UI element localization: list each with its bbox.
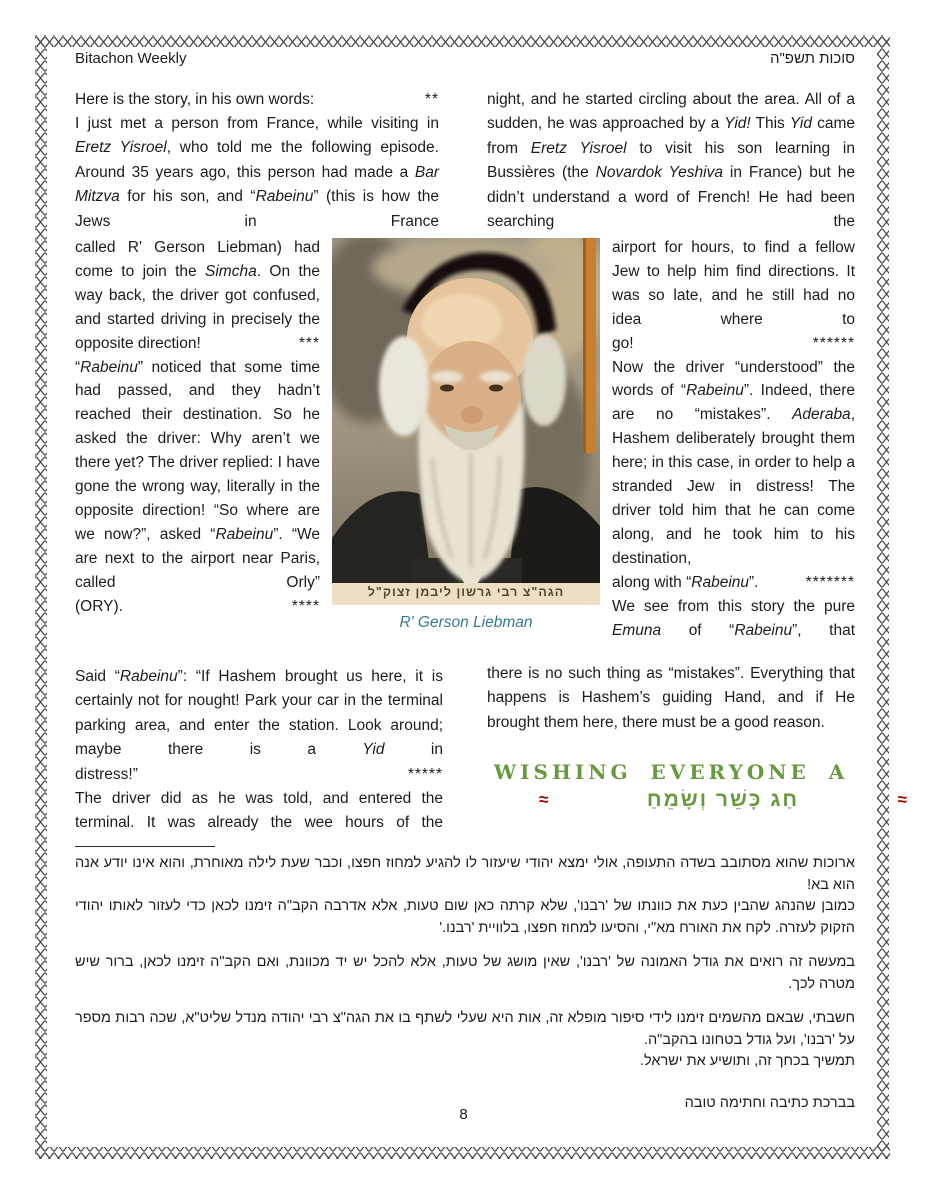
story-line-end (75, 763, 443, 787)
story-line-end (75, 595, 320, 619)
story-line-end (75, 332, 320, 356)
story-line-end-text: (ORY). (75, 597, 123, 615)
story-line-intro (75, 88, 439, 112)
story-right-below-photo: there is no such thing as “mistakes”. Everything that happens is Hashem’s guiding Hand, and if He brought them here, there must be a good reason. (487, 665, 855, 731)
footnotes-section (75, 853, 855, 1111)
rabbi-portrait-photo (332, 238, 600, 605)
footnote-paragraph: כמובן שהנהג שהבין כעת את כוונתו של 'רבנו', שלא קרתה כאן שום טעות, אלא אדרבה הקב"ה זימנו לכאן כדי לעזור לאותו יהודי הזקוק לעזרה. לקח את האורח מא"י, והסיעו למחוז חפצו, בלוויית 'רבנו.' (75, 898, 855, 936)
page-number: 8 (459, 1106, 468, 1123)
story-line-end (612, 332, 855, 356)
separator-stars-3: *** (298, 334, 320, 352)
photo-caption: R' Gerson Liebman (399, 614, 533, 631)
story-right-beside-photo (612, 236, 855, 642)
footnote-group (75, 952, 855, 995)
story-line-end-text: along with “Rabeinu”. (612, 573, 759, 591)
story-paragraph: We see from this story the pure Emuna of “Rabeinu”, that (612, 597, 855, 639)
story-paragraph: Said “Rabeinu”: “If Hashem brought us here, it is certainly not for nought! Park your car in the terminal parking area, and enter the station. Look around; maybe there is a Yid in (75, 668, 443, 759)
separator-stars-7: ******* (805, 573, 855, 591)
footnote-paragraph: ארוכות שהוא מסתובב בשדה התעופה, אולי ימצא יהודי שיעזור לו להגיע למחוז חפצו, וכבר שעת לילה מאוחרת, והוא אינו יודע אנה הוא בא! (75, 855, 855, 893)
story-paragraph: airport for hours, to find a fellow Jew to help him find directions. It was so late, and he still had no idea where to (612, 239, 855, 328)
separator-stars-2: ** (424, 91, 439, 108)
footnote-paragraph: חשבתי, שבאם מהשמים זימנו לידי סיפור מופלא זה, אות היא שעלי לשתף בו את הגה"צ רבי יהודה מנדל שליט"א, שכה רבות מספר על 'רבנו', ועל גודל בטחונו בהקב"ה. (75, 1010, 855, 1048)
story-left-below-photo (75, 665, 443, 836)
hebrew-greeting-row (487, 788, 927, 812)
separator-stars-6: ****** (812, 334, 855, 352)
rabbi-portrait-illustration (332, 238, 600, 605)
hebrew-greeting: חַג כָּשֵׁר וְשָׂמֵחַ (646, 788, 800, 811)
story-line-end-text: distress!” (75, 765, 138, 783)
story-paragraph: The driver did as he was told, and entered the terminal. It was already the wee hours of the (75, 790, 443, 832)
newsletter-title: Bitachon Weekly (75, 50, 187, 67)
story-left-beside-photo (75, 236, 320, 619)
story-paragraph: “Rabeinu” noticed that some time had passed, and they hadn’t reached their destination. So he asked the driver: Why aren’t we there yet? The driver replied: I have gone the wrong way, literally in the opposite direction! “So where are we now?”, asked “Rabeinu”. “We are next to the airport near Paris, called Orly” (75, 358, 320, 591)
photo-embedded-hebrew-caption: הגה"צ רבי גרשון ליבמן זצוק"ל (367, 585, 565, 599)
story-paragraph: Now the driver “understood” the words of “Rabeinu”. Indeed, there are no “mistakes”. Aderaba, Hashem deliberately brought them here; in this case, in order to help a stranded Jew in distress! The driver told him that he can come along, and he took him to his destination, (612, 358, 855, 567)
wishing-heading: WISHING EVERYONE A (493, 760, 849, 784)
separator-stars-5: ***** (407, 765, 443, 783)
story-paragraph: called R' Gerson Liebman) had come to join the Simcha. On the way back, the driver got confused, and started driving in precisely the (75, 239, 320, 328)
header-hebrew-date: סוכות תשפ"ה (769, 50, 855, 67)
story-right-top: night, and he started circling about the area. All of a sudden, he was approached by a Yid! This Yid came from Eretz Yisroel to visit his son learning in Bussières (the Novardok Yeshiva in France) but he didn’t understand a word of French! He had been searching the (487, 91, 855, 231)
story-line-end-text: go! (612, 334, 634, 352)
footnote-separator (75, 846, 215, 847)
story-left-top: I just met a person from France, while visiting in Eretz Yisroel, who told me the following episode. Around 35 years ago, this person had made a Bar Mitzva for his son, and “Rabeinu” (this is how the Jews in France (75, 115, 439, 230)
footnote-paragraph: במעשה זה רואים את גודל האמונה של 'רבנו', שאין מושג של טעות, אלא להכל יש יד מכוונת, ואם הקב"ה זימנו לכאן, ברור שיש מטרה לכך. (75, 954, 855, 992)
footnote-paragraph: תמשיך בכחך זה, ותושיע את ישראל. (639, 1053, 855, 1069)
tilde-symbol-left: ≈ (539, 790, 549, 809)
separator-stars-4: **** (291, 597, 320, 615)
footnote-closing-blessing: בברכת כתיבה וחתימה טובה (684, 1094, 855, 1111)
story-intro-text: Here is the story, in his own words: (75, 91, 315, 108)
story-line-end (612, 571, 855, 595)
footnote-group (75, 853, 855, 939)
story-line-end-text: opposite direction! (75, 334, 201, 352)
footnote-group (75, 1008, 855, 1073)
tilde-symbol-right: ≈ (897, 790, 907, 809)
